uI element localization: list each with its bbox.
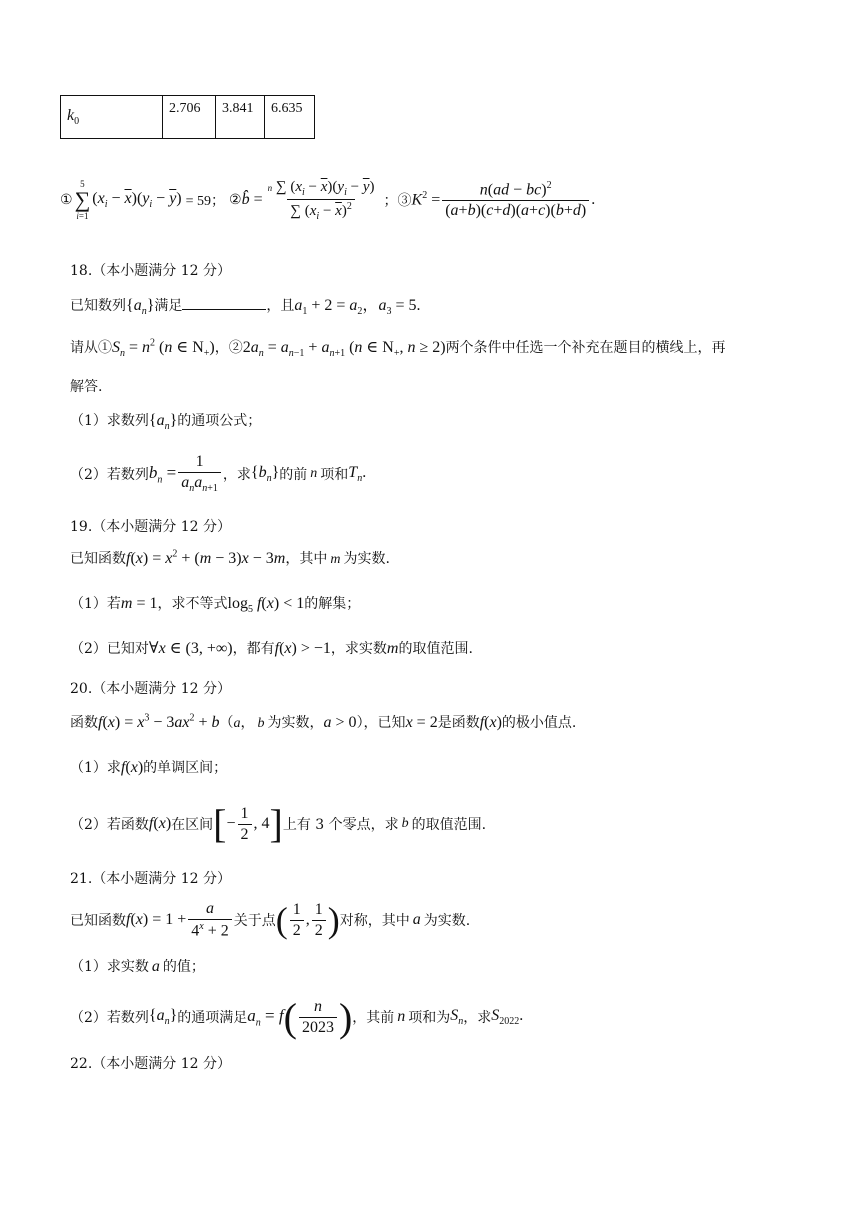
- table-cell: 6.635: [265, 96, 315, 139]
- q20-part2: （2）若函数 f(x) 在区间 [ − $\frac{1}{2}$ , 4 ] 上有 3 个零点，求 b 的取值范围.: [70, 801, 487, 846]
- q19-header: 19.（本小题满分 12 分）: [70, 519, 231, 535]
- table-cell: 2.706: [163, 96, 216, 139]
- q22-header: 22.（本小题满分 12 分）: [70, 1056, 231, 1072]
- q18-part2: （2）若数列 $b_n$ = $\frac{1}{a_na_{n+1}}$ ，求 $\{b_n\}$ 的前 n 项和 $T_n$.: [70, 453, 367, 495]
- critical-value-table: [60, 95, 315, 139]
- q21-line1: 已知函数 f(x) = 1 + $\frac{a}{4^x + 2}$ 关于点 ( $\frac{1}{2}$ , $\frac{1}{2}$ ) 对称，其中 a 为实数.: [70, 899, 471, 940]
- q18-part1: （1）求数列$\{a_n\}$的通项公式；: [70, 412, 262, 433]
- q21-header: 21.（本小题满分 12 分）: [70, 871, 231, 887]
- q19-line1: 已知函数$f(x) = x^2 + (m - 3)x - 3m$，其中 m 为实数.: [70, 548, 390, 567]
- table-cell: 3.841: [216, 96, 265, 139]
- q18-line2: 请从$①S_n = n^2$ (n ∈ $N_+$)，$②2a_n = a_{n-1} + a_{n+1}$ (n ∈ $N_+$, n ≥ 2)两个条件中任选一个补充在题目的横线上，再: [70, 337, 726, 360]
- formula-line: ① 5 ∑ i=1 $(x_i - \overline{x})(y_i - \overline{y})$ = 59； ② b̂ = $\frac{n \sum (x_i - \overline{x})(y_i - \overline{y})}{\sum (x_i - \overline{x})^2}$ ；③ $K^2$ = $\frac{n(ad - bc)^2}{(a+b)(c+d)(a+c)(b+d)}$ .: [60, 178, 596, 222]
- q18-header: 18.（本小题满分 12 分）: [70, 263, 231, 279]
- q19-part2: （2）已知对∀x ∈ (3, +∞)，都有f(x) > −1，求实数m的取值范围.: [70, 640, 473, 657]
- q21-part1: （1）求实数 a 的值；: [70, 958, 205, 975]
- table-header-cell: $k_0$: [61, 96, 163, 139]
- q20-header: 20.（本小题满分 12 分）: [70, 681, 231, 697]
- q20-line1: 函数$f(x) = x^3 - 3ax^2 + b(a$， b 为实数，a > 0），已知x = 2是函数f(x)的极小值点.: [70, 712, 577, 731]
- q18-line3: 解答.: [70, 379, 103, 395]
- q21-part2: （2）若数列 $\{a_n\}$ 的通项满足 $a_n = f$ ( $\frac{n}{2023}$ ) ，其前 n 项和为 $S_n$ ，求 $S_{2022}$.: [70, 994, 524, 1040]
- q20-part1: （1）求f(x)的单调区间；: [70, 759, 228, 776]
- q18-line1: 已知数列$\{a_n\}$满足 ，且$a_1 + 2 = a_2$，$a_3 = 5$.: [70, 297, 421, 318]
- q19-part1: （1）若m = 1，求不等式$\log_5 f(x) < 1$的解集；: [70, 595, 361, 616]
